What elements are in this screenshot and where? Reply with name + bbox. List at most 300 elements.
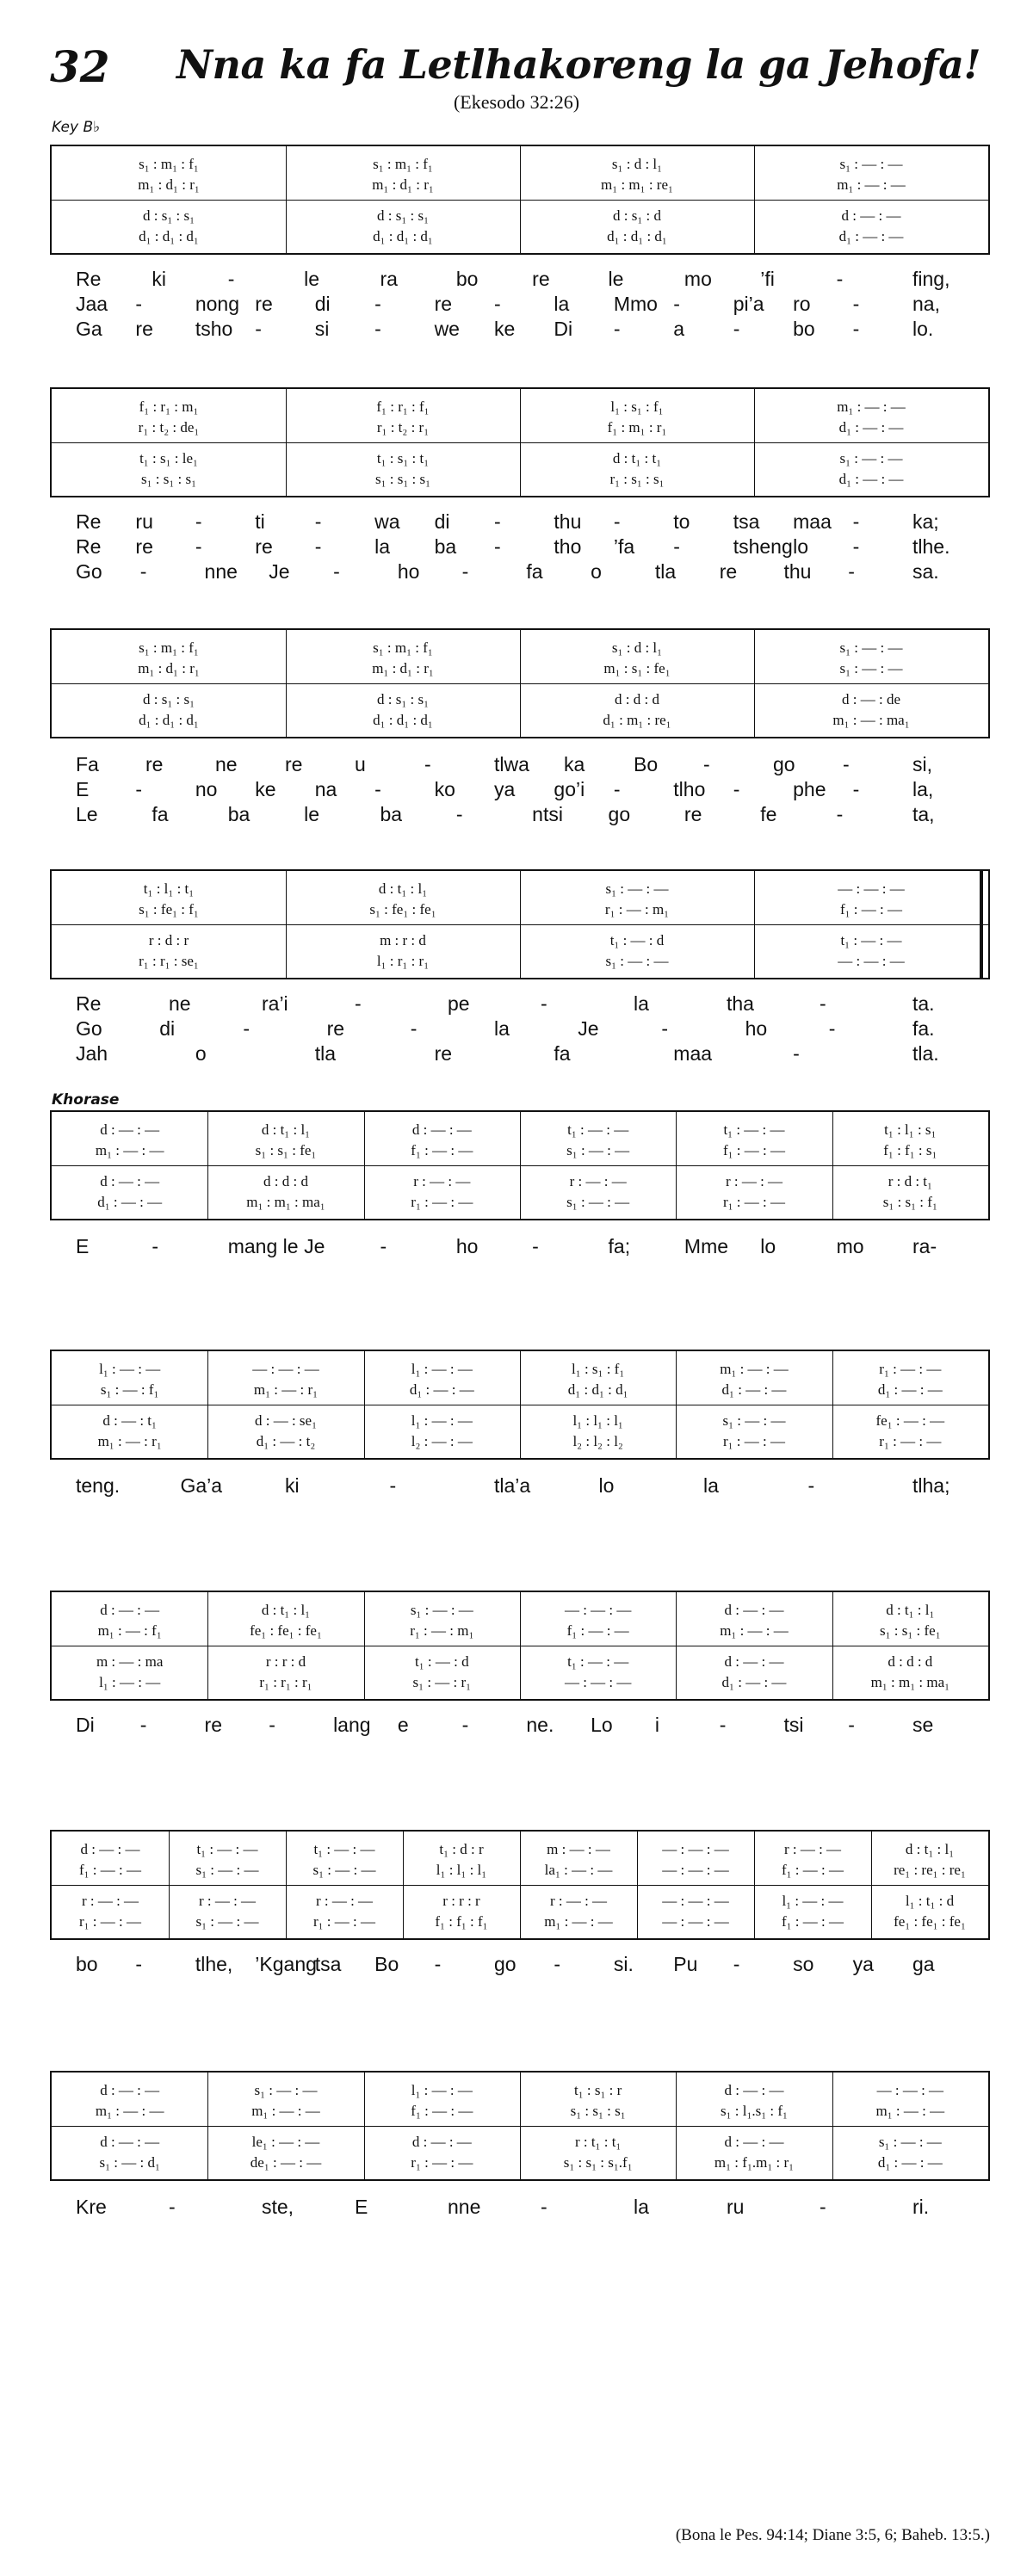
lyric-syllable: tla	[654, 560, 677, 583]
lyric-syllable: re	[684, 803, 702, 825]
measure-part: r : r : d	[265, 1653, 306, 1670]
lyric-syllable: Ga’a	[180, 1474, 223, 1497]
lyric-syllable: ka	[564, 753, 585, 775]
lyric-syllable: ho	[397, 560, 420, 583]
measure-part: r : — : —	[549, 1893, 608, 1909]
measure-part: t₁ : l₁ : t₁	[143, 880, 195, 897]
lyric-syllable: go	[608, 803, 631, 825]
measure-part: d : t₁ : l₁	[378, 880, 428, 897]
lyric-syllable: pe	[448, 992, 470, 1015]
lyric-syllable: E	[76, 778, 90, 800]
lyric-syllable: bo	[455, 268, 479, 290]
lyric-syllable: -	[455, 803, 463, 825]
measure-part: t₁ : s₁ : t₁	[376, 450, 430, 466]
bar-line	[169, 1832, 170, 1938]
lyric-syllable: -	[389, 1474, 397, 1497]
music-system-7	[50, 1591, 990, 1701]
lyric-line	[50, 1473, 990, 1498]
measure-part: d : s₁ : s₁	[142, 691, 195, 707]
measure-part: d : t₁ : l₁	[261, 1121, 311, 1138]
lyric-syllable: -	[719, 1714, 727, 1736]
bar-line	[286, 1832, 287, 1938]
measure-part: la₁ : — : —	[544, 1862, 613, 1878]
chorus-label: Khorase	[52, 1091, 120, 1109]
lyric-syllable: le	[608, 268, 624, 290]
measure-part: d : — : —	[411, 2134, 472, 2150]
lyric-syllable: ba	[380, 803, 403, 825]
lyrics-block-8	[50, 1952, 990, 1977]
music-system-1	[50, 145, 990, 255]
measure-part: d : — : —	[841, 207, 901, 224]
lyric-syllable: Di	[76, 1714, 95, 1736]
lyric-syllable: so	[793, 1953, 814, 1975]
lyrics-block-2	[50, 510, 990, 584]
lyric-syllable: fe	[760, 803, 777, 825]
lyric-syllable: fa	[526, 560, 543, 583]
lyric-syllable: e	[397, 1714, 409, 1736]
measure-part: t₁ : — : —	[567, 1653, 629, 1670]
bar-line	[286, 630, 287, 737]
lyric-syllable: -	[848, 560, 855, 583]
lyric-syllable: ka;	[912, 510, 939, 533]
lyric-syllable: di	[314, 293, 331, 315]
measure-part: le₁ : — : —	[251, 2134, 320, 2150]
measure-part: s₁ : — : —	[839, 639, 903, 656]
lyric-syllable: nne	[448, 2196, 481, 2218]
lyric-syllable: -	[152, 1235, 159, 1257]
measure-part: d : — : —	[411, 1121, 472, 1138]
measure-part: d₁ : — : —	[721, 1381, 787, 1398]
music-system-2	[50, 387, 990, 497]
measure-part: r₁ : — : —	[722, 1433, 786, 1449]
lyric-syllable: re	[135, 318, 153, 340]
measure-part: m₁ : — : r₁	[97, 1433, 162, 1449]
measure-part: — : — : —	[838, 880, 905, 897]
lyric-syllable: thu	[554, 510, 582, 533]
measure-part: m₁ : d₁ : r₁	[138, 660, 200, 676]
measure-part: l₁ : l₁ : l₁	[436, 1862, 487, 1878]
measure-part: r₁ : — : —	[879, 1433, 942, 1449]
measure-part: s₁ : s₁ : f₁	[882, 1194, 937, 1210]
measure-part: d : — : —	[100, 2134, 160, 2150]
lyric-syllable: ba	[434, 535, 457, 558]
lyric-syllable: re	[434, 1042, 453, 1065]
lyric-syllable: Je	[304, 1235, 325, 1257]
lyric-syllable: Re	[76, 535, 102, 558]
measure-part: r₁ : — : —	[879, 1361, 942, 1377]
measure-part: s₁ : — : —	[839, 156, 903, 172]
measure-part: r₁ : — : —	[411, 1194, 473, 1210]
lyric-syllable: -	[661, 1017, 669, 1040]
measure-part: r₁ : — : —	[312, 1913, 376, 1930]
lyric-syllable: o	[195, 1042, 207, 1065]
bar-line	[286, 871, 287, 978]
bar-line	[520, 1112, 521, 1219]
measure-part: t₁ : l₁ : s₁	[884, 1121, 937, 1138]
measure-part: l₂ : — : —	[411, 1433, 473, 1449]
lyric-syllable: re	[135, 535, 153, 558]
measure-part: s₁ : s₁ : s₁.f₁	[563, 2154, 633, 2171]
lyric-syllable: E	[76, 1235, 90, 1257]
lyric-syllable: ho	[745, 1017, 768, 1040]
bar-line	[754, 389, 755, 496]
lyric-syllable: re	[255, 293, 273, 315]
lyric-line	[50, 267, 990, 292]
measure-part: l₁ : t₁ : d	[905, 1893, 955, 1909]
bar-line	[207, 1112, 208, 1219]
lyric-syllable: wa	[374, 510, 400, 533]
lyric-syllable: i	[654, 1714, 660, 1736]
measure-part: d₁ : d₁ : d₁	[139, 228, 199, 244]
measure-part: d : — : —	[724, 2082, 784, 2098]
lyric-syllable: -	[848, 1714, 855, 1736]
measure-part: d₁ : d₁ : d₁	[139, 712, 199, 728]
measure-part: t₁ : — : —	[567, 1121, 629, 1138]
lyric-syllable: -	[227, 268, 235, 290]
measure-part: — : — : —	[564, 1674, 632, 1690]
bar-line	[364, 1351, 365, 1458]
measure-part: m₁ : m₁ : ma₁	[870, 1674, 950, 1690]
lyric-syllable: bo	[793, 318, 815, 340]
bar-line	[364, 2073, 365, 2179]
key-signature: Key B♭	[52, 119, 101, 136]
lyric-syllable: -	[820, 2196, 826, 2218]
bar-line	[207, 1592, 208, 1699]
measure-part: s₁ : m₁ : f₁	[373, 639, 433, 656]
measure-part: — : — : —	[662, 1893, 729, 1909]
measure-part: d : — : —	[100, 1602, 160, 1618]
lyric-syllable: -	[139, 560, 147, 583]
lyric-syllable: ’fi	[760, 268, 775, 290]
lyric-syllable: -	[852, 510, 860, 533]
lyric-syllable: lang	[333, 1714, 371, 1736]
lyric-syllable: Bo	[634, 753, 659, 775]
lyric-syllable: Mmo	[613, 293, 658, 315]
bar-line	[871, 1832, 872, 1938]
measure-part: s₁ : — : —	[254, 2082, 318, 2098]
measure-part: m₁ : d₁ : r₁	[138, 176, 200, 193]
lyric-syllable: -	[195, 510, 202, 533]
lyric-syllable: Lo	[591, 1714, 613, 1736]
bar-line	[286, 146, 287, 253]
measure-part: r : — : —	[315, 1893, 374, 1909]
lyrics-block-7	[50, 1713, 990, 1738]
lyric-syllable: nne	[204, 560, 238, 583]
lyric-syllable: tho	[554, 535, 582, 558]
lyric-syllable: ra	[380, 268, 398, 290]
measure-part: d₁ : d₁ : d₁	[607, 228, 667, 244]
measure-part: l₁ : — : —	[99, 1361, 161, 1377]
lyric-syllable: -	[541, 992, 547, 1015]
measure-part: d : — : se₁	[254, 1412, 318, 1429]
lyric-syllable: -	[673, 535, 680, 558]
measure-part: r : d : t₁	[888, 1173, 932, 1189]
measure-part: s₁ : — : —	[839, 450, 903, 466]
bar-line	[520, 1351, 521, 1458]
lyric-syllable: thu	[783, 560, 812, 583]
lyric-syllable: re	[145, 753, 164, 775]
lyric-syllable: Pu	[673, 1953, 698, 1975]
measure-part: l₁ : s₁ : f₁	[572, 1361, 625, 1377]
lyric-syllable: -	[852, 318, 860, 340]
measure-part: r : — : —	[81, 1893, 139, 1909]
measure-part: m₁ : — : —	[837, 398, 906, 415]
lyric-syllable: -	[494, 510, 501, 533]
measure-part: s₁ : s₁ : s₁	[570, 2103, 626, 2119]
lyric-syllable: re	[255, 535, 273, 558]
lyric-syllable: tlhe.	[912, 535, 950, 558]
lyric-syllable: Le	[76, 803, 98, 825]
lyric-syllable: ga	[912, 1953, 935, 1975]
measure-part: r : — : —	[198, 1893, 257, 1909]
measure-part: d : s₁ : s₁	[376, 691, 430, 707]
measure-part: r : r : r	[442, 1893, 480, 1909]
lyric-syllable: a	[673, 318, 685, 340]
lyric-syllable: ko	[434, 778, 455, 800]
measure-part: m₁ : — : —	[251, 2103, 320, 2119]
lyric-syllable: -	[195, 535, 202, 558]
lyric-syllable: Go	[76, 1017, 102, 1040]
lyric-syllable: -	[843, 753, 850, 775]
lyric-syllable: -	[135, 293, 143, 315]
lyric-syllable: teng.	[76, 1474, 121, 1497]
bar-line	[207, 1351, 208, 1458]
hymn-number: 32	[50, 41, 110, 92]
lyric-line	[50, 777, 990, 802]
lyric-syllable: -	[434, 1953, 442, 1975]
lyric-syllable: fa	[152, 803, 169, 825]
lyric-syllable: fa	[554, 1042, 571, 1065]
measure-part: d : — : t₁	[102, 1412, 157, 1429]
measure-part: s₁ : s₁ : s₁	[140, 471, 197, 487]
lyric-syllable: Jaa	[76, 293, 108, 315]
measure-part: d : t₁ : l₁	[261, 1602, 311, 1618]
measure-part: f₁ : — : —	[566, 1622, 629, 1639]
lyric-syllable: -	[541, 2196, 547, 2218]
measure-part: t₁ : — : d	[609, 932, 665, 948]
bar-line	[676, 1112, 677, 1219]
final-bar-line	[980, 871, 983, 978]
lyric-syllable: tsa	[733, 510, 760, 533]
lyric-syllable: -	[135, 1953, 143, 1975]
measure-part: r₁ : — : m₁	[410, 1622, 474, 1639]
lyric-syllable: o	[591, 560, 602, 583]
measure-part: f₁ : f₁ : f₁	[435, 1913, 488, 1930]
bar-line	[364, 1112, 365, 1219]
lyric-syllable: si	[314, 318, 330, 340]
measure-part: s₁ : — : d₁	[99, 2154, 160, 2171]
lyric-line	[50, 1713, 990, 1738]
lyric-syllable: ke	[255, 778, 276, 800]
music-system-9	[50, 2071, 990, 2181]
lyric-syllable: lo	[760, 1235, 776, 1257]
lyric-syllable: pi’a	[733, 293, 764, 315]
lyric-syllable: ti	[255, 510, 265, 533]
measure-part: d₁ : — : —	[721, 1674, 787, 1690]
measure-part: r : t₁ : t₁	[574, 2134, 622, 2150]
lyric-syllable: u	[355, 753, 366, 775]
measure-part: s₁ : — : —	[195, 1913, 259, 1930]
measure-part: s₁ : m₁ : f₁	[139, 639, 199, 656]
lyric-syllable: re	[532, 268, 550, 290]
measure-part: d : d : d	[888, 1653, 933, 1670]
lyric-syllable: -	[673, 293, 680, 315]
lyric-syllable: Ga	[76, 318, 102, 340]
bar-line	[286, 389, 287, 496]
measure-part: f₁ : — : —	[78, 1862, 142, 1878]
measure-part: d : — : —	[724, 1602, 784, 1618]
lyric-syllable: ste,	[262, 2196, 294, 2218]
measure-part: l₂ : l₂ : l₂	[572, 1433, 623, 1449]
scripture-reference: (Ekesodo 32:26)	[453, 91, 580, 113]
measure-part: m₁ : d₁ : r₁	[372, 176, 434, 193]
lyric-syllable: ta,	[912, 803, 935, 825]
measure-part: m : r : d	[380, 932, 426, 948]
lyric-line	[50, 1016, 990, 1041]
measure-part: fe₁ : fe₁ : fe₁	[250, 1622, 322, 1639]
measure-part: l₁ : l₁ : l₁	[572, 1412, 623, 1429]
music-system-3	[50, 628, 990, 738]
lyric-syllable: lo.	[912, 318, 934, 340]
measure-part: r₁ : s₁ : s₁	[609, 471, 665, 487]
measure-part: s₁ : — : —	[566, 1194, 630, 1210]
measure-part: d : s₁ : d	[613, 207, 661, 224]
lyric-syllable: to	[673, 510, 690, 533]
lyric-syllable: la	[634, 2196, 649, 2218]
measure-part: t₁ : — : —	[313, 1841, 375, 1857]
lyric-line	[50, 802, 990, 827]
measure-part: d₁ : — : —	[838, 419, 904, 436]
bar-line	[832, 1592, 833, 1699]
bar-line	[207, 2073, 208, 2179]
lyric-syllable: sa.	[912, 560, 939, 583]
lyric-syllable: Bo	[374, 1953, 399, 1975]
lyrics-block-5	[50, 1234, 990, 1259]
bar-line	[520, 389, 521, 496]
lyric-syllable: na,	[912, 293, 940, 315]
measure-part: m₁ : — : —	[544, 1913, 613, 1930]
lyric-syllable: -	[494, 535, 501, 558]
measure-part: m₁ : — : —	[720, 1622, 789, 1639]
lyric-line	[50, 1234, 990, 1259]
lyric-syllable: we	[434, 318, 460, 340]
lyric-syllable: -	[852, 778, 860, 800]
lyric-syllable: phe	[793, 778, 826, 800]
lyric-syllable: ki	[285, 1474, 300, 1497]
measure-part: — : — : —	[662, 1862, 729, 1878]
lyric-syllable: la	[554, 293, 570, 315]
measure-part: r₁ : — : —	[78, 1913, 142, 1930]
measure-part: d : — : —	[100, 1121, 160, 1138]
lyric-syllable: ri.	[912, 2196, 930, 2218]
measure-part: r₁ : r₁ : r₁	[259, 1674, 312, 1690]
measure-part: r : — : —	[413, 1173, 471, 1189]
measure-part: m₁ : — : —	[95, 1142, 164, 1158]
measure-part: d : s₁ : s₁	[376, 207, 430, 224]
measure-part: — : — : —	[252, 1361, 319, 1377]
measure-part: s₁ : — : —	[605, 880, 669, 897]
measure-part: s₁ : fe₁ : fe₁	[369, 901, 436, 917]
music-system-6	[50, 1350, 990, 1460]
bar-line	[364, 1592, 365, 1699]
lyric-syllable: tlho	[673, 778, 706, 800]
measure-part: t₁ : — : —	[723, 1121, 785, 1138]
lyric-syllable: ’Kgang	[255, 1953, 317, 1975]
measure-part: s₁ : m₁ : f₁	[139, 156, 199, 172]
measure-part: m₁ : s₁ : fe₁	[603, 660, 671, 676]
lyric-syllable: lo	[793, 535, 809, 558]
measure-part: d₁ : d₁ : d₁	[373, 712, 433, 728]
measure-part: t₁ : s₁ : r	[574, 2082, 622, 2098]
lyric-syllable: le	[304, 803, 319, 825]
lyric-line	[50, 991, 990, 1016]
lyric-syllable: Di	[554, 318, 573, 340]
measure-part: r₁ : — : —	[411, 2154, 473, 2171]
lyric-line	[50, 559, 990, 584]
measure-part: l₁ : — : —	[782, 1893, 844, 1909]
lyric-syllable: Jah	[76, 1042, 108, 1065]
lyric-syllable: -	[852, 535, 860, 558]
measure-part: m₁ : — : f₁	[97, 1622, 162, 1639]
measure-part: t₁ : — : d	[415, 1653, 469, 1670]
lyric-syllable: -	[828, 1017, 836, 1040]
lyric-syllable: -	[461, 1714, 469, 1736]
lyric-syllable: ya	[852, 1953, 874, 1975]
lyric-syllable: re	[285, 753, 303, 775]
lyric-syllable: -	[733, 778, 740, 800]
lyrics-block-4	[50, 991, 990, 1066]
measure-part: f₁ : — : —	[722, 1142, 786, 1158]
measure-part: d : t₁ : l₁	[905, 1841, 955, 1857]
measure-part: m₁ : — : —	[875, 2103, 945, 2119]
measure-part: m₁ : — : r₁	[253, 1381, 319, 1398]
lyric-syllable: maa	[793, 510, 832, 533]
bar-line	[520, 1832, 521, 1938]
measure-part: s₁ : — : —	[566, 1142, 630, 1158]
lyric-syllable: ke	[494, 318, 516, 340]
measure-part: d₁ : — : —	[877, 1381, 943, 1398]
lyric-syllable: -	[613, 778, 621, 800]
lyric-syllable: fa;	[608, 1235, 631, 1257]
measure-part: s₁ : — : f₁	[100, 1381, 159, 1398]
measure-part: d₁ : m₁ : re₁	[603, 712, 671, 728]
lyric-syllable: tlhe,	[195, 1953, 233, 1975]
measure-part: r₁ : — : m₁	[604, 901, 670, 917]
lyric-syllable: go	[494, 1953, 516, 1975]
lyric-line	[50, 534, 990, 559]
lyric-syllable: ntsi	[532, 803, 563, 825]
lyric-syllable: -	[424, 753, 431, 775]
measure-part: re₁ : re₁ : re₁	[894, 1862, 966, 1878]
lyric-syllable: no	[195, 778, 218, 800]
measure-part: fe₁ : fe₁ : fe₁	[894, 1913, 966, 1930]
lyric-line	[50, 2195, 990, 2220]
music-system-4	[50, 869, 990, 979]
measure-part: s₁ : s₁ : fe₁	[879, 1622, 941, 1639]
lyric-syllable: bo	[76, 1953, 98, 1975]
lyric-syllable: lo	[598, 1474, 615, 1497]
measure-part: — : — : —	[564, 1602, 632, 1618]
bar-line	[676, 2073, 677, 2179]
measure-part: — : — : —	[662, 1913, 729, 1930]
lyric-syllable: go’i	[554, 778, 585, 800]
measure-part: t₁ : s₁ : le₁	[139, 450, 198, 466]
lyric-syllable: Go	[76, 560, 102, 583]
bar-line	[676, 1592, 677, 1699]
lyric-syllable: tla.	[912, 1042, 939, 1065]
measure-part: m : — : ma	[96, 1653, 164, 1670]
lyric-syllable: ba	[227, 803, 251, 825]
